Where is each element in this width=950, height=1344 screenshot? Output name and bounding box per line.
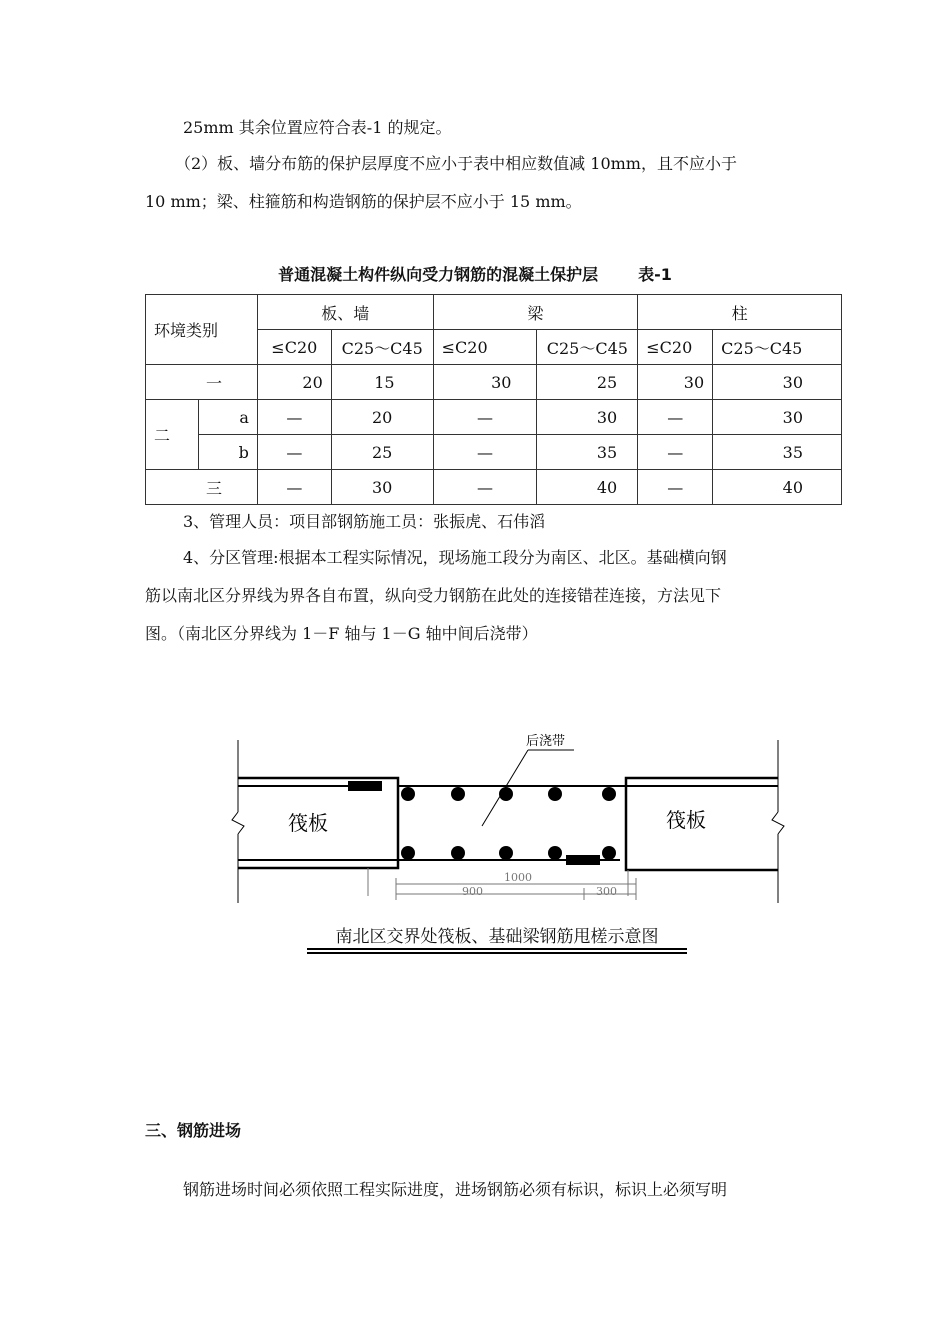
table-row xyxy=(146,365,842,400)
subheader: C25～C45 xyxy=(331,330,433,365)
paragraph-2-line2: 10 mm；梁、柱箍筋和构造钢筋的保护层不应小于 15 mm。 xyxy=(145,192,582,211)
table-cell: 30 xyxy=(537,400,638,435)
table-cell: — xyxy=(638,470,713,505)
row-category: 三 xyxy=(146,470,258,505)
section-heading: 三、钢筋进场 xyxy=(145,1121,242,1140)
caption-underline xyxy=(307,952,687,954)
table-cell: — xyxy=(638,400,713,435)
table-cell: — xyxy=(257,470,331,505)
paragraph-4-line1: 4、分区管理:根据本工程实际情况，现场施工段分为南区、北区。基础横向钢 xyxy=(183,548,727,567)
subheader: C25～C45 xyxy=(537,330,638,365)
table-row xyxy=(146,435,842,470)
caption-underline xyxy=(307,948,687,950)
paragraph-4-line2: 筋以南北区分界线为界各自布置，纵向受力钢筋在此处的连接错茬连接，方法见下 xyxy=(145,586,722,605)
paragraph-3: 3、管理人员：项目部钢筋施工员：张振虎、石伟滔 xyxy=(183,512,546,531)
subheader: ≤C20 xyxy=(433,330,537,365)
table-cell: 35 xyxy=(537,435,638,470)
table-cell: 30 xyxy=(331,470,433,505)
row-subcategory: b xyxy=(198,435,257,470)
table-cell: 40 xyxy=(537,470,638,505)
dimension-right: 300 xyxy=(596,885,617,898)
table-title xyxy=(0,262,950,285)
table-cell: 20 xyxy=(331,400,433,435)
group-slab-wall: 板、墙 xyxy=(257,295,433,330)
dimension-total: 1000 xyxy=(504,871,532,884)
subheader: C25～C45 xyxy=(713,330,842,365)
env-header: 环境类别 xyxy=(146,295,258,365)
table-cell: 25 xyxy=(331,435,433,470)
subheader: ≤C20 xyxy=(638,330,713,365)
table-label: 表-1 xyxy=(638,265,672,284)
table-cell: 25 xyxy=(537,365,638,400)
paragraph-4-line3: 图。（南北区分界线为 1－F 轴与 1－G 轴中间后浇带） xyxy=(145,624,538,643)
concrete-cover-table xyxy=(145,294,842,505)
table-cell: 35 xyxy=(713,435,842,470)
pour-strip-label: 后浇带 xyxy=(526,734,566,749)
right-slab-label: 筏板 xyxy=(666,808,706,832)
subheader: ≤C20 xyxy=(257,330,331,365)
table-cell: 15 xyxy=(331,365,433,400)
left-slab-label: 筏板 xyxy=(288,811,328,835)
table-cell: — xyxy=(638,435,713,470)
row-category: 一 xyxy=(146,365,258,400)
row-subcategory: a xyxy=(198,400,257,435)
rebar-couplers xyxy=(348,781,600,865)
paragraph-5: 钢筋进场时间必须依照工程实际进度，进场钢筋必须有标识，标识上必须写明 xyxy=(183,1180,728,1199)
table-row xyxy=(146,400,842,435)
paragraph-2-line1: （2）板、墙分布筋的保护层厚度不应小于表中相应数值减 10mm，且不应小于 xyxy=(175,154,737,173)
group-column: 柱 xyxy=(638,295,842,330)
row-category: 二 xyxy=(146,400,199,470)
table-cell: — xyxy=(433,400,537,435)
table-cell: 30 xyxy=(713,400,842,435)
table-cell: 20 xyxy=(257,365,331,400)
table-cell: — xyxy=(433,435,537,470)
group-beam: 梁 xyxy=(433,295,638,330)
paragraph-1: 25mm 其余位置应符合表-1 的规定。 xyxy=(183,118,452,137)
diagram-caption: 南北区交界处筏板、基础梁钢筋甩槎示意图 xyxy=(335,927,659,947)
table-cell: — xyxy=(257,435,331,470)
table-cell: 30 xyxy=(433,365,537,400)
table-cell: — xyxy=(257,400,331,435)
table-cell: — xyxy=(433,470,537,505)
table-cell: 30 xyxy=(638,365,713,400)
table-row xyxy=(146,470,842,505)
rebar-dots xyxy=(401,787,616,860)
table-title-text: 普通混凝土构件纵向受力钢筋的混凝土保护层 xyxy=(278,265,599,284)
table-cell: 30 xyxy=(713,365,842,400)
pour-strip-diagram xyxy=(230,728,810,908)
leader-line xyxy=(482,750,528,826)
dimension-left: 900 xyxy=(462,885,483,898)
table-cell: 40 xyxy=(713,470,842,505)
